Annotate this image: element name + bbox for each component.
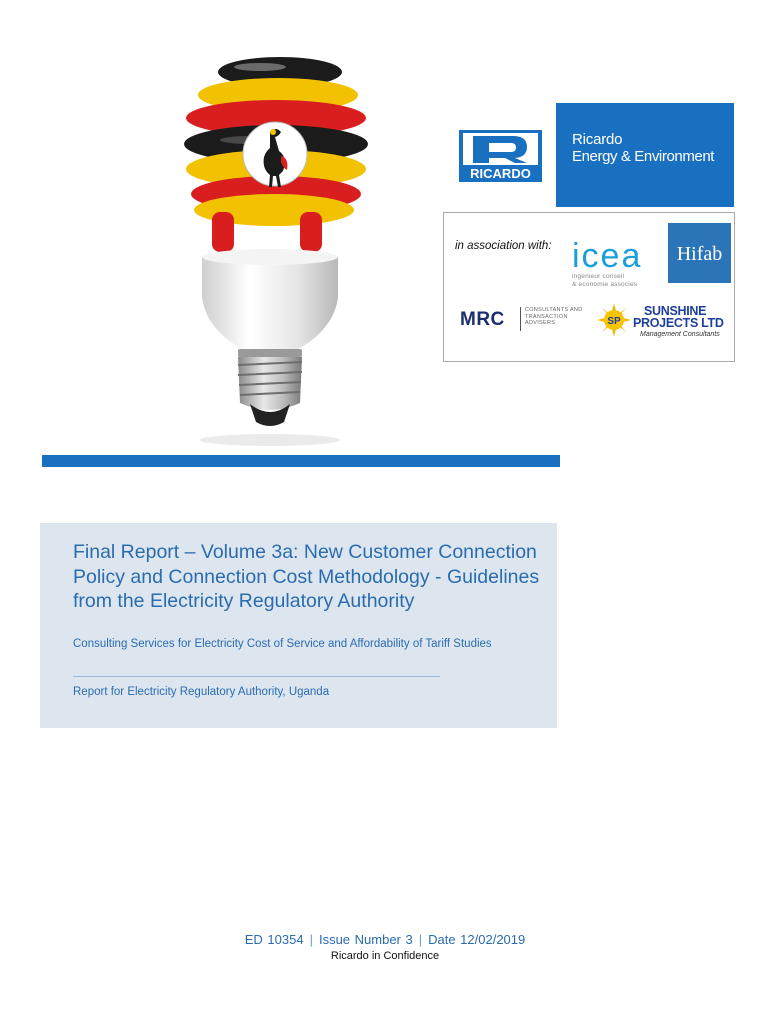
- report-title: Final Report – Volume 3a: New Customer Connection Policy and Connection Cost Methodology - Guidelines from the Electricity Regulatory Authority: [73, 541, 540, 612]
- report-recipient: Report for Electricity Regulatory Authority, Uganda: [73, 686, 330, 698]
- ricardo-brand-line2: Energy & Environment: [572, 148, 715, 165]
- ricardo-brand-box: [556, 103, 734, 207]
- sunshine-name-line1: SUNSHINE: [644, 304, 707, 318]
- sunshine-projects-logo: [597, 301, 732, 341]
- ricardo-mark-text: RICARDO: [470, 166, 531, 181]
- separator: |: [309, 932, 313, 947]
- mrc-divider: [520, 307, 521, 331]
- icea-tagline-1: ingenieur conseil: [572, 273, 625, 280]
- issue-date: Date 12/02/2019: [428, 932, 526, 947]
- sunshine-name-line2: PROJECTS LTD: [633, 316, 724, 330]
- document-reference: [0, 932, 770, 947]
- ed-number: ED 10354: [244, 932, 304, 947]
- association-label: in association with:: [455, 240, 552, 252]
- sunshine-badge-text: SP: [607, 316, 621, 327]
- uganda-flag-bulb-image: [150, 52, 410, 452]
- title-rule: [73, 676, 440, 677]
- ricardo-brand-line1: Ricardo: [572, 131, 623, 148]
- section-divider-bar: [42, 455, 560, 467]
- hifab-wordmark: Hifab: [676, 243, 723, 265]
- sunshine-sun-icon: [597, 303, 631, 337]
- separator: |: [418, 932, 423, 947]
- icea-logo: [572, 239, 642, 289]
- issue-number: Issue Number 3: [318, 932, 413, 947]
- mrc-wordmark: MRC: [460, 309, 505, 330]
- title-panel: [40, 523, 557, 728]
- icea-tagline-2: & economie associes: [572, 281, 638, 288]
- partner-logos-box: [443, 212, 735, 362]
- sunshine-tagline: Management Consultants: [640, 331, 720, 338]
- icea-wordmark: icea: [572, 237, 643, 275]
- confidentiality-note: Ricardo in Confidence: [330, 950, 440, 962]
- ricardo-logo-mark: [459, 130, 542, 182]
- hifab-logo: [668, 223, 731, 283]
- mrc-tagline: CONSULTANTS AND TRANSACTION ADVISERS: [525, 307, 583, 326]
- report-subtitle: Consulting Services for Electricity Cost of Service and Affordability of Tariff Studies: [73, 638, 492, 650]
